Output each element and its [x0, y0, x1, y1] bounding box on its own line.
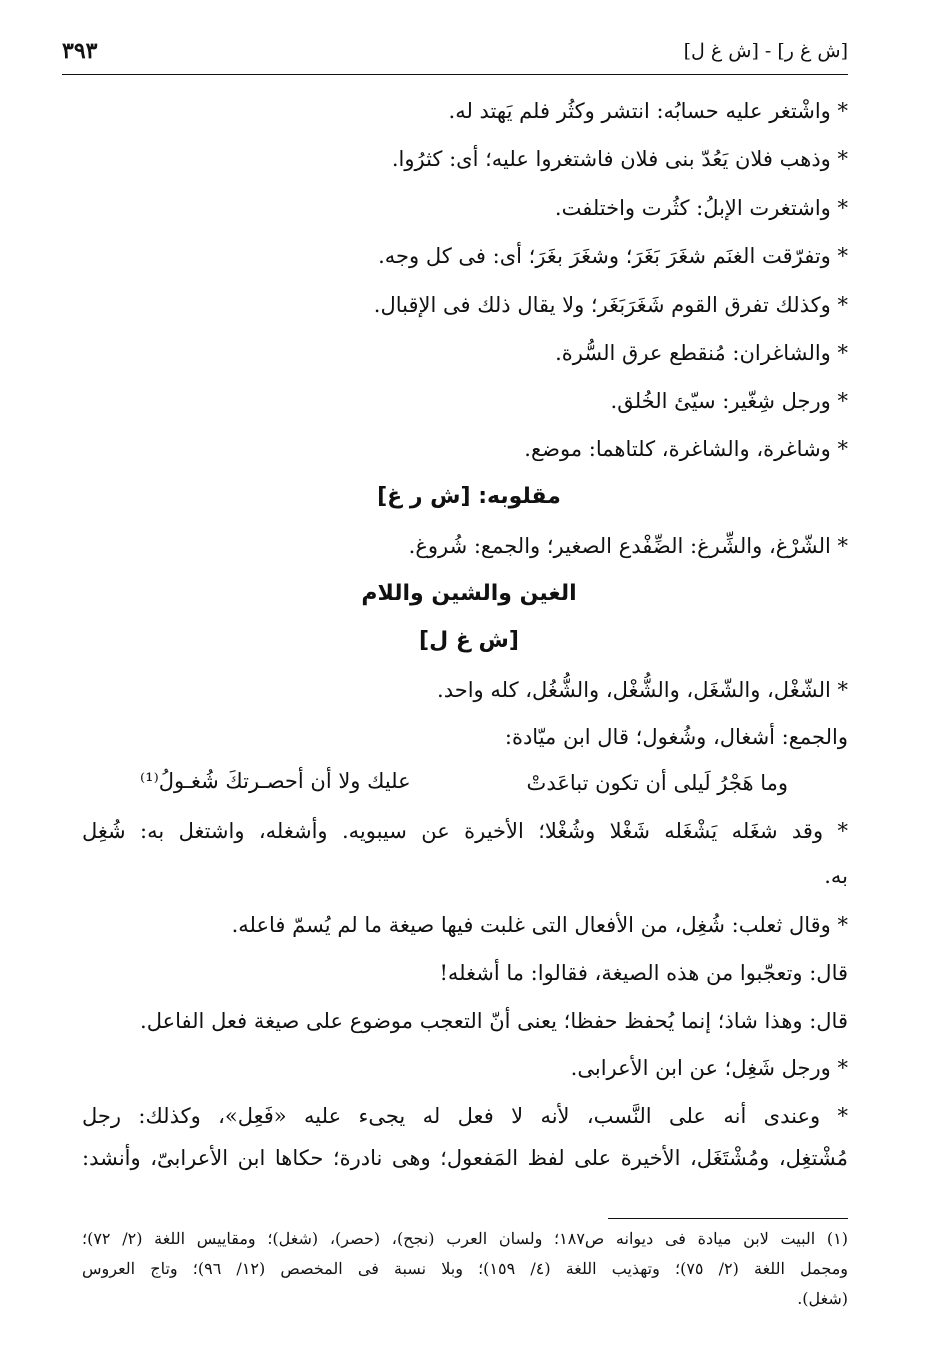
entry-line: * وكذلك تفرق القوم شَغَرَبَغَر؛ ولا يقال ذلك فى الإقبال.: [373, 293, 848, 317]
section-heading: الغين والشين واللام: [361, 581, 577, 606]
entry-line: * ورجل شِغّير: سيّئ الخُلق.: [610, 389, 848, 413]
entry-line-continuation: به.: [824, 864, 848, 888]
footnote-line: ومجمل اللغة (٢/ ٧٥)؛ وتهذيب اللغة (٤/ ١٥٩)؛ وبلا نسبة فى المخصص (١٢/ ٩٦)؛ وتاج العروس: [82, 1259, 849, 1278]
entry-line: * الشّرْغ، والشِّرغ: الضِّفْدع الصغير؛ والجمع: شُروغ.: [408, 534, 848, 558]
footnote-divider: [608, 1218, 848, 1219]
entry-line: * وذهب فلان يَعُدّ بنى فلان فاشتغروا عليه؛ أى: كثرُوا.: [391, 147, 848, 171]
entry-line: * وشاغرة، والشاغرة، كلتاهما: موضع.: [524, 437, 848, 461]
root-heading: [ش غ ل]: [419, 628, 519, 653]
footnote-line: (١) البيت لابن ميادة فى ديوانه ص١٨٧؛ ولسان العرب (نجح)، (حصر)، (شغل)؛ ومقاييس اللغة (٢/ ٧٢)؛: [82, 1229, 848, 1248]
footnote-line: (شغل).: [797, 1289, 848, 1308]
entry-line: * واشتغرت الإبلُ: كثُرت واختلفت.: [554, 196, 848, 220]
verse-hemistich-first: وما هَجْرُ لَيلى أن تكون تباعَدتْ: [526, 771, 788, 795]
entry-line: * وتفرّقت الغنَم شغَرَ بَغَرَ؛ وشغَرَ بغَرَ؛ أى: فى كل وجه.: [378, 244, 848, 268]
entry-line: * وقد شغَله يَشْغَله شَغْلا وشُغْلا؛ الأخيرة عن سيبويه. وأشغله، واشتغل به: شُغِل: [82, 819, 848, 843]
entry-line: * والشاغران: مُنقطع عرق السُّرة.: [555, 341, 848, 365]
page-header: [62, 34, 848, 75]
entry-line: * الشّغْل، والشّغَل، والشُّغْل، والشُّغُل، كله واحد.: [437, 678, 848, 702]
entry-line: قال: وتعجّبوا من هذه الصيغة، فقالوا: ما أشغله!: [439, 961, 848, 985]
entry-line: قال: وهذا شاذ؛ إنما يُحفظ حفظا؛ يعنى أنّ التعجب موضوع على صيغة فعل الفاعل.: [140, 1009, 848, 1033]
entry-line: * وقال ثعلب: شُغِل، من الأفعال التى غلبت فيها صيغة ما لم يُسمّ فاعله.: [231, 913, 848, 937]
running-head: [ش غ ر] - [ش غ ل]: [683, 40, 848, 62]
verse-hemistich-second: عليك ولا أن أحصـرتكَ شُغـولُ⁽¹⁾: [140, 769, 411, 793]
entry-line: مُشْتغِل، ومُشْتَغَل، الأخيرة على لفظ المَفعول؛ وهى نادرة؛ حكاها ابن الأعرابىّ، وأنشد:: [82, 1146, 848, 1170]
maqlub-heading: مقلوبه: [ش ر غ]: [377, 484, 561, 509]
entry-line: * وعندى أنه على النَّسب، لأنه لا فعل له يجىء عليه «فَعِل»، وكذلك: رجل: [82, 1104, 848, 1128]
page-number: ٣٩٣: [62, 38, 98, 64]
entry-line: * ورجل شَغِل؛ عن ابن الأعرابى.: [570, 1056, 848, 1080]
entry-line: والجمع: أشغال، وشُغول؛ قال ابن ميّادة:: [504, 725, 848, 749]
entry-line: * واشْتغر عليه حسابُه: انتشر وكثُر فلم يَهتد له.: [448, 99, 848, 123]
